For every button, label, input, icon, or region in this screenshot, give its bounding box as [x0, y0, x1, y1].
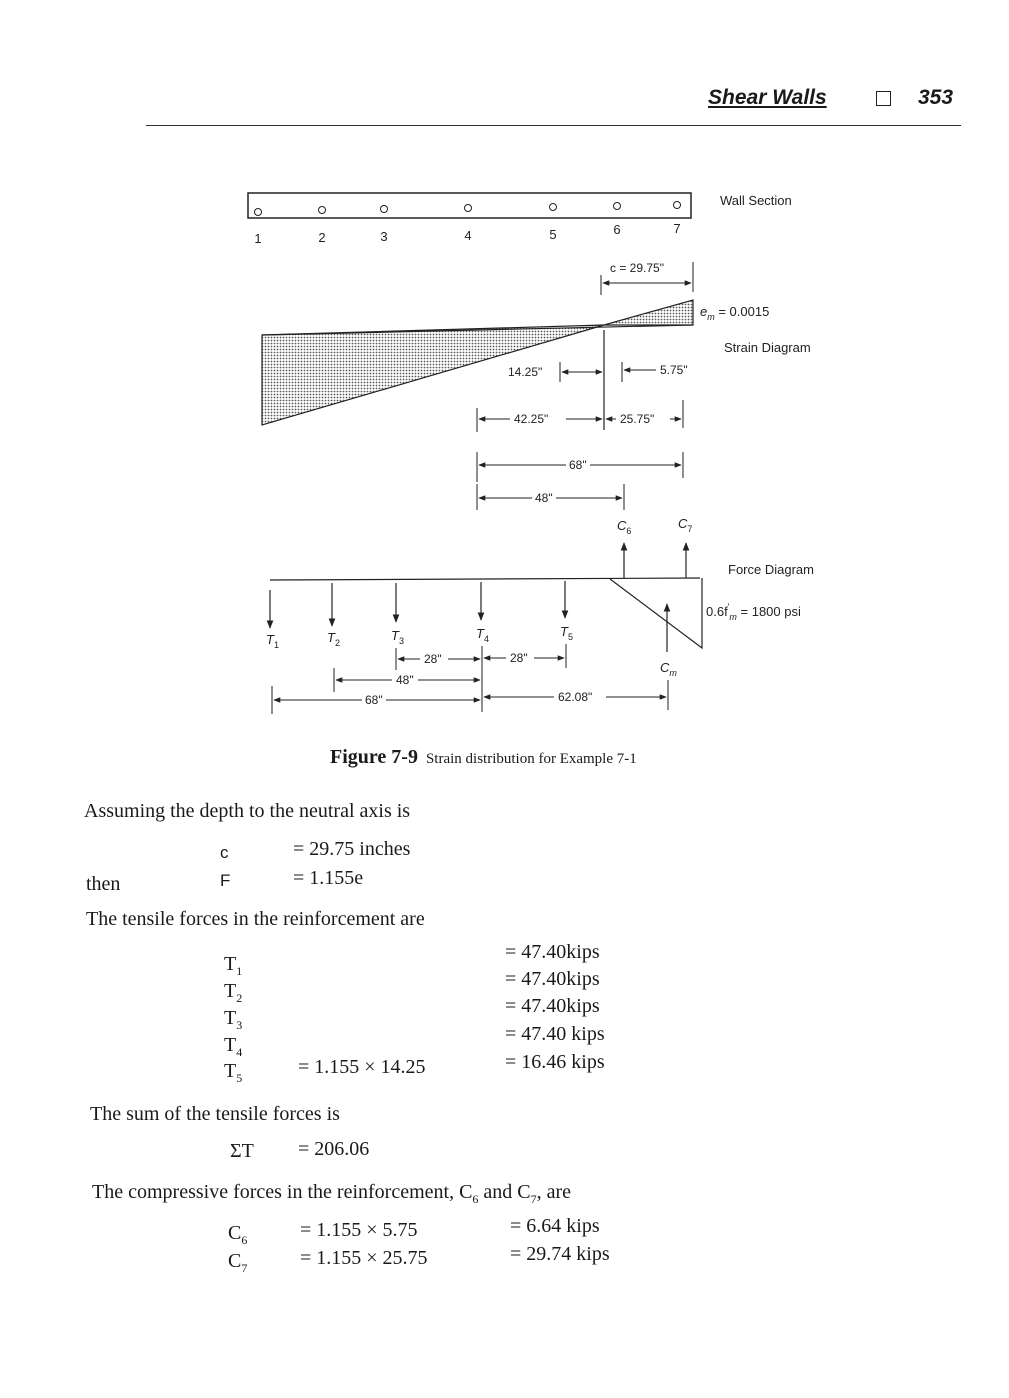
- paragraph: The sum of the tensile forces is: [90, 1103, 340, 1125]
- tension-val: = 47.40kips: [505, 941, 600, 963]
- dim-68f-label: 68": [365, 693, 383, 707]
- force-baseline: [270, 578, 700, 580]
- dim-28b-label: 28": [510, 651, 528, 665]
- dim-48f-label: 48": [396, 673, 414, 687]
- bar-number: 6: [613, 222, 621, 237]
- bar-number: 4: [464, 228, 472, 243]
- sum-var: ΣT: [230, 1140, 254, 1162]
- t-label: $T_2$: [327, 630, 340, 648]
- dim-62-label: 62.08": [558, 690, 593, 704]
- paragraph: Assuming the depth to the neutral axis is: [84, 800, 411, 822]
- page-number: 353: [918, 86, 954, 109]
- var-c: c: [220, 843, 229, 862]
- strain-diagram-label: Strain Diagram: [724, 340, 811, 355]
- rebar-1: [255, 209, 262, 216]
- tension-var: $T_1$: [224, 953, 243, 978]
- dim-25-label: 25.75": [620, 412, 655, 426]
- rebar-4: [465, 205, 472, 212]
- val-f: = 1.155e: [293, 867, 364, 889]
- wall-section: [248, 193, 792, 246]
- stress-label: $0.6f'_m = 1800$ psi: [706, 602, 801, 622]
- rebar-6: [614, 203, 621, 210]
- tension-val: = 47.40kips: [505, 968, 600, 990]
- c7-label: $C_7$: [678, 516, 693, 534]
- dim-5-label: 5.75": [660, 363, 688, 377]
- t-label: $T_3$: [391, 628, 404, 646]
- rebar-3: [381, 206, 388, 213]
- compression-block: [610, 578, 702, 648]
- sum-val: = 206.06: [298, 1138, 370, 1160]
- dim-68-label: 68": [569, 458, 587, 472]
- tension-val: = 47.40kips: [505, 995, 600, 1017]
- compression-expr: = 1.155 × 5.75: [300, 1219, 418, 1241]
- dim-14-label: 14.25": [508, 365, 543, 379]
- c6-label: $C_6$: [617, 518, 632, 536]
- bar-number: 3: [380, 229, 388, 244]
- figure-caption: [330, 746, 637, 769]
- bar-number: 1: [254, 231, 262, 246]
- compression-strain-region: [604, 300, 693, 325]
- tension-val: = 16.46 kips: [505, 1051, 605, 1073]
- c-label: c = 29.75": [610, 261, 664, 275]
- force-diagram: [266, 516, 814, 714]
- compression-var: $C_7$: [228, 1250, 248, 1275]
- wall-section-label: Wall Section: [720, 193, 792, 208]
- rebar-5: [550, 204, 557, 211]
- cm-label: $C_m$: [660, 660, 677, 678]
- bar-number: 5: [549, 227, 557, 242]
- figure-caption-text: Strain distribution for Example 7-1: [425, 751, 637, 767]
- rebar-7: [674, 202, 681, 209]
- running-header-title: Shear Walls: [708, 86, 827, 109]
- figure-number: Figure 7-9: [330, 746, 418, 768]
- dim-42-label: 42.25": [514, 412, 549, 426]
- tension-var: $T_2$: [224, 980, 243, 1005]
- tension-expr: = 1.155 × 14.25: [298, 1056, 426, 1078]
- em-label: $e_m = 0.0015$: [700, 304, 770, 322]
- tension-var: $T_5$: [224, 1060, 243, 1085]
- dim-48-label: 48": [535, 491, 553, 505]
- compression-val: = 29.74 kips: [510, 1243, 610, 1265]
- paragraph: The tensile forces in the reinforcement are: [86, 908, 425, 930]
- tension-var: $T_3$: [224, 1007, 243, 1032]
- var-f: F: [220, 871, 231, 890]
- val-c: = 29.75 inches: [293, 838, 411, 860]
- t-label: $T_5$: [560, 624, 573, 642]
- strain-diagram: [262, 261, 811, 510]
- wall-section-rect: [248, 193, 691, 218]
- then-label: then: [86, 873, 121, 895]
- compression-expr: = 1.155 × 25.75: [300, 1247, 428, 1269]
- tension-val: = 47.40 kips: [505, 1023, 605, 1045]
- rebar-2: [319, 207, 326, 214]
- bar-number: 7: [673, 221, 681, 236]
- force-diagram-label: Force Diagram: [728, 562, 814, 577]
- compression-val: = 6.64 kips: [510, 1215, 600, 1237]
- t-label: $T_1$: [266, 632, 279, 650]
- bar-number: 2: [318, 230, 326, 245]
- paragraph: The compressive forces in the reinforcement, $C_6$ and $C_7$, are: [92, 1181, 572, 1206]
- tension-var: $T_4$: [224, 1034, 243, 1059]
- compression-var: $C_6$: [228, 1222, 248, 1247]
- tension-strain-region: [262, 325, 604, 425]
- t-label: $T_4$: [476, 626, 489, 644]
- dim-28a-label: 28": [424, 652, 442, 666]
